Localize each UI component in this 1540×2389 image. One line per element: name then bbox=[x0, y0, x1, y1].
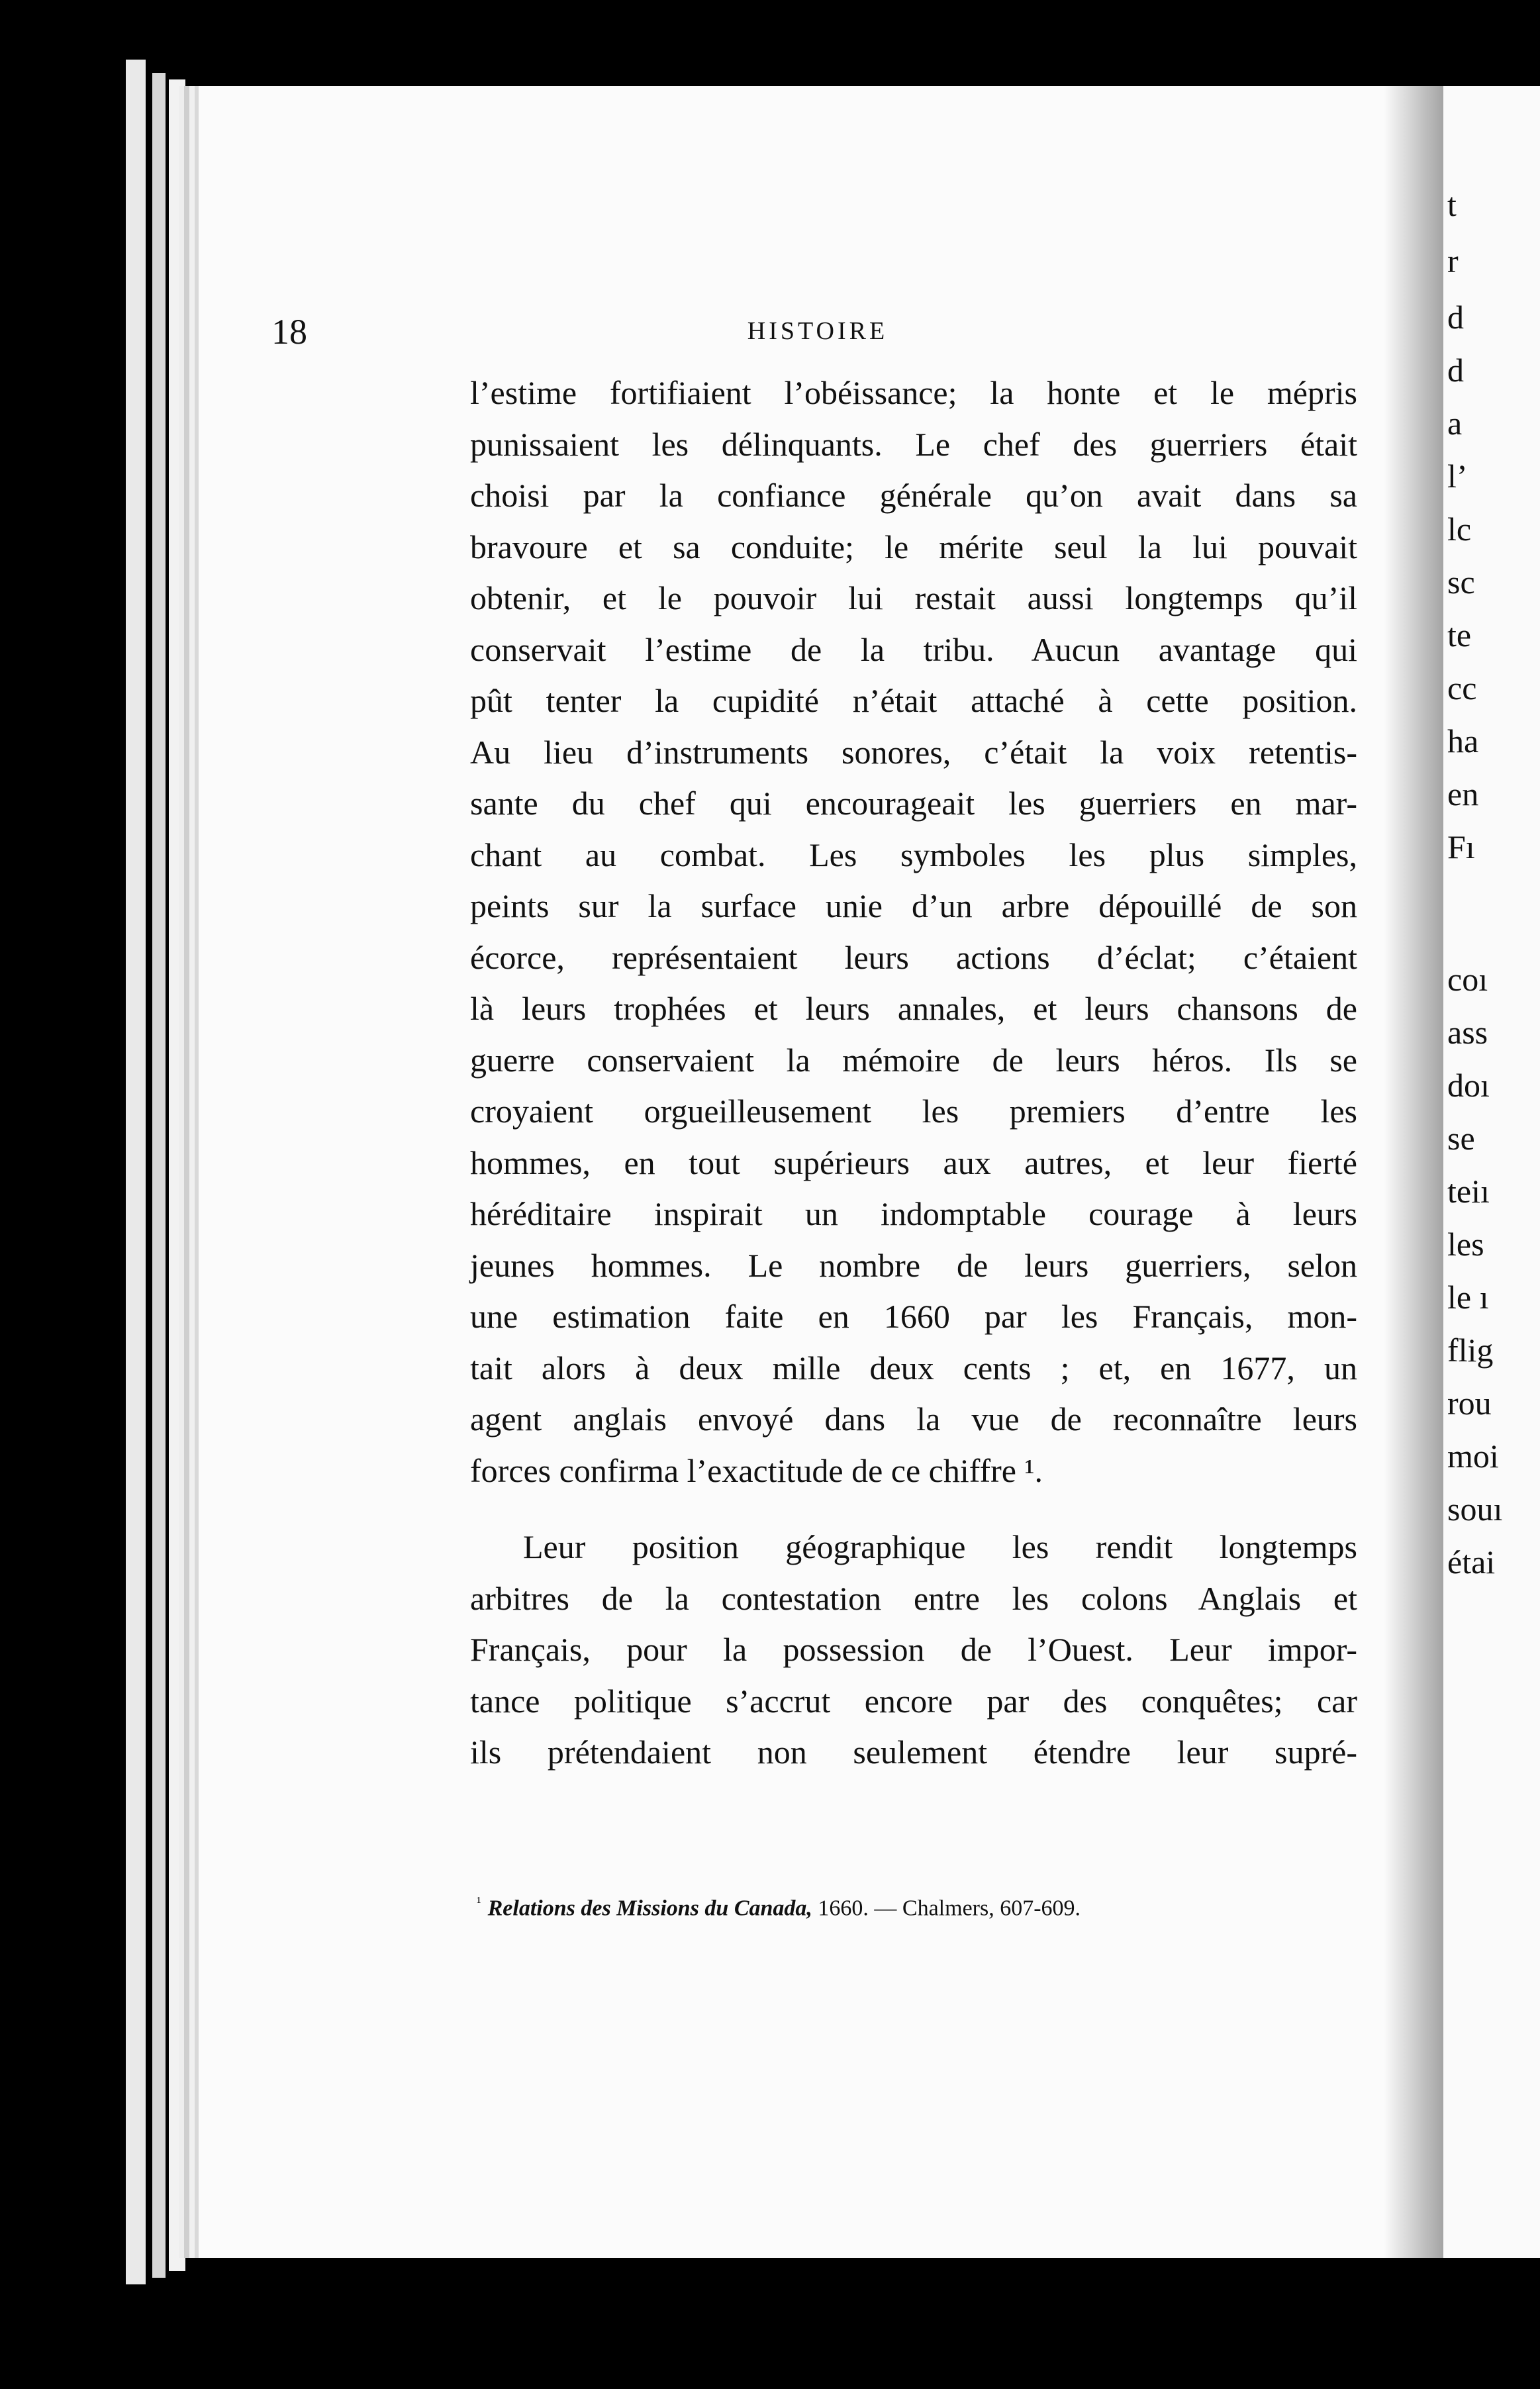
text-line: obtenir, et le pouvoir lui restait aussi longtemps qu’il bbox=[470, 579, 1357, 616]
facing-page-edge bbox=[1443, 86, 1540, 2258]
facing-page-fragment: d bbox=[1447, 299, 1464, 336]
text-line: punissaient les délinquants. Le chef des guerriers était bbox=[470, 425, 1357, 463]
text-line: Leur position géographique les rendit longtemps bbox=[523, 1528, 1357, 1565]
text-line: croyaient orgueilleusement les premiers d’entre les bbox=[470, 1093, 1357, 1130]
page-stack-edge bbox=[152, 73, 166, 2278]
text-line: pût tenter la cupidité n’était attaché à cette position. bbox=[470, 682, 1357, 719]
facing-page-fragment: l’ bbox=[1447, 458, 1468, 495]
facing-page-fragment: étai bbox=[1447, 1543, 1496, 1581]
facing-page-fragment: cc bbox=[1447, 669, 1477, 707]
text-line: bravoure et sa conduite; le mérite seul la lui pouvait bbox=[470, 528, 1357, 565]
page-number: 18 bbox=[271, 312, 307, 352]
paragraph-gap bbox=[470, 1496, 1357, 1522]
facing-page-fragment: sc bbox=[1447, 563, 1475, 601]
text-line: jeunes hommes. Le nombre de leurs guerriers, selon bbox=[470, 1246, 1357, 1284]
facing-page-fragment: moi bbox=[1447, 1438, 1499, 1475]
text-line: une estimation faite en 1660 par les Français, mon- bbox=[470, 1298, 1357, 1335]
text-line: hommes, en tout supérieurs aux autres, et leur fierté bbox=[470, 1144, 1357, 1181]
facing-page-fragment: r bbox=[1447, 242, 1459, 279]
facing-page-fragment: en bbox=[1447, 775, 1479, 812]
facing-page-fragment: te bbox=[1447, 616, 1472, 654]
text-line: conservait l’estime de la tribu. Aucun avantage qui bbox=[470, 630, 1357, 668]
facing-page-fragment: flig bbox=[1447, 1332, 1494, 1369]
footnote-mark: ¹ bbox=[477, 1894, 481, 1910]
facing-page-fragment: doı bbox=[1447, 1067, 1490, 1104]
text-line: choisi par la confiance générale qu’on avait dans sa bbox=[470, 477, 1357, 514]
page-gutter-shadow bbox=[1384, 86, 1443, 2258]
text-line: guerre conservaient la mémoire de leurs héros. Ils se bbox=[470, 1041, 1357, 1079]
footnote-reference: 1660. — Chalmers, 607-609. bbox=[818, 1896, 1081, 1921]
text-line: écorce, représentaient leurs actions d’éclat; c’étaient bbox=[470, 938, 1357, 976]
text-line: forces confirma l’exactitude de ce chiffre ¹. bbox=[470, 1451, 1043, 1489]
text-line: Français, pour la possession de l’Ouest. Leur impor- bbox=[470, 1631, 1357, 1668]
text-line: peints sur la surface unie d’un arbre dépouillé de son bbox=[470, 887, 1357, 924]
facing-page-fragment: le ı bbox=[1447, 1279, 1489, 1316]
text-line: Au lieu d’instruments sonores, c’était la voix retentis- bbox=[470, 733, 1357, 771]
facing-page-fragment: Fı bbox=[1447, 828, 1475, 865]
footnote bbox=[477, 1894, 1337, 1921]
facing-page-fragment: les bbox=[1447, 1226, 1484, 1263]
facing-page-fragment: souı bbox=[1447, 1490, 1503, 1528]
facing-page-fragment: lc bbox=[1447, 511, 1472, 548]
page-header bbox=[271, 311, 1364, 358]
running-head: HISTOIRE bbox=[747, 317, 889, 345]
text-line: là leurs trophées et leurs annales, et leurs chansons de bbox=[470, 990, 1357, 1027]
page-stack-edge bbox=[126, 60, 146, 2284]
text-line: héréditaire inspirait un indomptable courage à leurs bbox=[470, 1195, 1357, 1232]
facing-page-fragment: d bbox=[1447, 352, 1464, 389]
text-line: sante du chef qui encourageait les guerriers en mar- bbox=[470, 785, 1357, 822]
facing-page-fragment: ass bbox=[1447, 1014, 1488, 1051]
page-stack-edge bbox=[169, 79, 185, 2271]
facing-page-fragment: se bbox=[1447, 1120, 1475, 1157]
text-line: chant au combat. Les symboles les plus simples, bbox=[470, 836, 1357, 873]
text-line: tance politique s’accrut encore par des conquêtes; car bbox=[470, 1682, 1357, 1720]
facing-page-fragment: a bbox=[1447, 405, 1463, 442]
facing-page-fragment: ha bbox=[1447, 722, 1479, 759]
facing-page-fragment: rou bbox=[1447, 1385, 1492, 1422]
text-line: ils prétendaient non seulement étendre leur supré- bbox=[470, 1733, 1357, 1771]
body-text bbox=[470, 367, 1357, 1779]
text-line: l’estime fortifiaient l’obéissance; la honte et le mépris bbox=[470, 374, 1357, 411]
footnote-source-title: Relations des Missions du Canada, bbox=[487, 1896, 812, 1921]
text-line: tait alors à deux mille deux cents ; et, en 1677, un bbox=[470, 1349, 1357, 1387]
facing-page-fragment: teiı bbox=[1447, 1173, 1490, 1210]
text-line: arbitres de la contestation entre les colons Anglais et bbox=[470, 1579, 1357, 1617]
facing-page-fragment: t bbox=[1447, 186, 1457, 223]
facing-page-fragment: coı bbox=[1447, 961, 1488, 998]
text-line: agent anglais envoyé dans la vue de reconnaître leurs bbox=[470, 1400, 1357, 1438]
